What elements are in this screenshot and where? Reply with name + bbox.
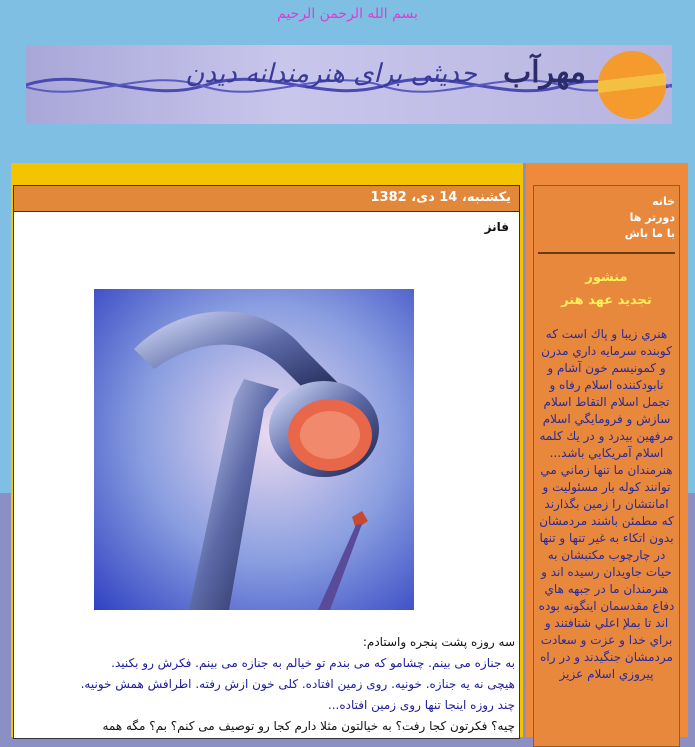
sidebar-divider bbox=[538, 252, 675, 254]
post-paragraph: چند روزه اینجا تنها روی زمین افتاده... bbox=[327, 698, 515, 712]
nav-link-home[interactable]: خانه bbox=[652, 195, 675, 208]
post-paragraph: به جنازه می بینم. چشامو که می بندم تو خیالم به جنازه می بینم. فکرش رو بکنید. bbox=[111, 656, 515, 670]
sidebar-panel bbox=[533, 185, 680, 747]
hammer-and-nail-image bbox=[94, 289, 414, 610]
manifesto-title: منشور bbox=[585, 270, 628, 285]
sidebar-nav bbox=[534, 186, 679, 242]
sidebar bbox=[523, 163, 688, 737]
post-paragraph: هیچی نه یه جنازه. خونیه. روی زمین افتاده. کلی خون ازش رفته. اطرافش همش خونیه. bbox=[80, 677, 515, 691]
post-title: فانز bbox=[484, 220, 509, 234]
site-banner[interactable] bbox=[26, 45, 672, 124]
post-paragraph: چیه؟ فکرتون کجا رفت؟ به خیالتون مثلا دارم کجا رو توصیف می کنم؟ بم؟ مگه همه bbox=[102, 719, 515, 733]
post-paragraph: سه روزه پشت پنجره واستادم: bbox=[362, 635, 515, 649]
post-body bbox=[18, 632, 515, 737]
bismillah-text: بسم الله الرحمن الرحیم bbox=[277, 6, 418, 22]
nav-link-archive[interactable]: دورتر ها bbox=[629, 211, 675, 224]
nav-link-contact[interactable]: با ما باش bbox=[624, 227, 675, 240]
banner-logo: مهرآب bbox=[502, 55, 586, 90]
sun-icon bbox=[592, 45, 672, 124]
post-date: یکشنبه، 14 دی، 1382 bbox=[14, 186, 519, 212]
manifesto-subtitle: تجدید عهد هنر bbox=[561, 293, 652, 308]
blog-post bbox=[13, 185, 520, 739]
banner-title: حدیثی برای هنرمندانه دیدن bbox=[185, 59, 477, 89]
manifesto-body: هنري زيبا و پاك است كه كوبنده سرمايه داري مدرن و كمونيسم خون آشام و نابودكننده اسلام رفاه و تجمل اسلام التقاط اسلام سازش و فرومايگي اسلام مرفهين بيدرد و در يك كلمه اسلام آمريكايي باشد... هنرمندان ما تنها زماني مي توانند كوله بار مسئوليت و امانتشان را زمين بگذارند كه مطمئن باشند مردمشان بدون اتكاء به غير تنها و تنها در چارچوب مكتبشان به حيات جاويدان رسيده اند و هنرمندان ما در جبهه هاي دفاع مقدسمان اينگونه بوده اند تا بملإ اعلي شتافتند و براي خدا و عزت و سعادت مردمشان جنگيدند و در راه پيروزي اسلام عزيز bbox=[538, 327, 675, 681]
